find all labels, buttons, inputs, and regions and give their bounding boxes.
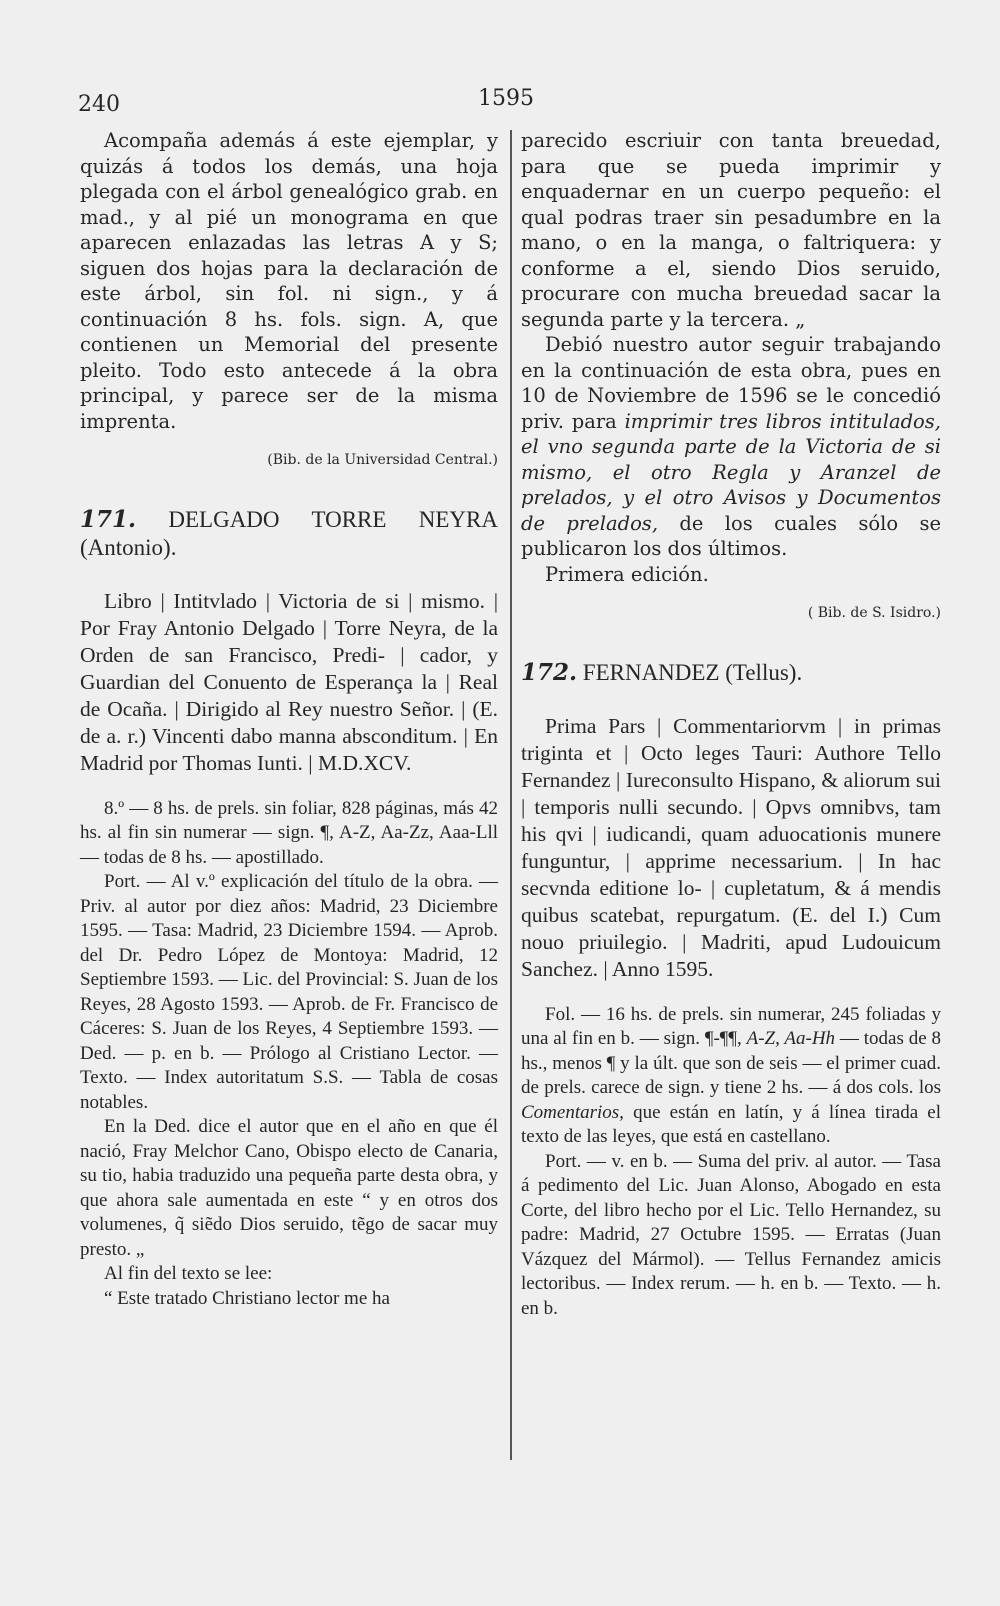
entry-name: FERNANDEZ (Tellus). [582,659,803,685]
page-number: 240 [78,92,120,117]
entry-heading [521,659,941,687]
right-column [521,128,941,1321]
collation-signatures: A-Z, Aa-Hh [746,1028,836,1049]
book-title: Prima Pars | Commentariorvm | in primas triginta et | Octo leges Tauri: Authore Tello Fernandez | Iureconsulto Hispano, & aliorum sui | temporis nulli secundo. | Opvs omnibvs, tam his qvi | iudicandi, quam aduocationis munere funguntur, | apprime necessarium. | In hac secvnda editione lo- | cupletatum, & á mendis quibus scatebat, repurgatum. (E. del I.) Cum nouo priuilegio. | Madriti, apud Ludouicum Sanchez. | Anno 1595. [521,713,941,981]
entry-name: DELGADO TORRE NEYRA (Antonio). [80,506,498,560]
book-title: Libro | Intitvlado | Victoria de si | mismo. | Por Fray Antonio Delgado | Torre Neyra, de la Orden de san Francisco, Predi- | cador, y Guardian del Conuento de Esperança la | Real de Ocaña. | Dirigido al Rey nuestro Señor. | (E. de a. r.) Vincenti dabo manna absconditum. | En Madrid por Thomas Iunti. | M.D.XCV. [80,588,498,775]
column-divider [510,130,512,1460]
collation-c: que están en latín, y á línea tirada el texto de las leyes, que está en castellano. [521,1101,942,1147]
collation-b: — todas de 8 hs., menos ¶ y la últ. que son de seis — el primer cuad. de prels. carece de sign. y tiene 2 hs. — á dos cols. los [521,1028,942,1098]
entry-heading [80,506,498,562]
intro-paragraph: Acompaña además á este ejemplar, y quizás á todos los demás, una hoja plegada con el árbol genealógico grab. en mad., y al pié un monograma en que aparecen enlazadas las letras A y S; siguen dos hojas para la declaración de este árbol, sin fol. ni sign., y á continuación 8 hs. fols. sign. A, que contienen un Memorial del presente pleito. Todo esto antecede á la obra principal, y parece ser de la misma imprenta. [80,129,498,433]
collation: 8.º — 8 hs. de prels. sin foliar, 828 páginas, más 42 hs. al fin sin numerar — sign. ¶, A-Z, Aa-Zz, Aaa-Lll — todas de 8 hs. — apostillado. [80,797,498,868]
quote-continuation: parecido escriuir con tanta breuedad, para que se pueda imprimir y enquadernar en un cuerpo pequeño: el qual podras traer sin pesadumbre en la mano, o en la manga, o faltriquera: y conforme a el, siendo Dios seruido, procurare con mucha breuedad sacar la segunda parte y la tercera. „ [521,129,941,331]
collation-comentarios: Comentarios, [521,1101,624,1123]
left-column [80,128,498,1311]
entry-number: 171. [80,505,137,533]
note-italic: imprimir tres libros intitulados, el vno segunda parte de la Victoria de si mismo, el otro Regla y Aranzel de prelados, y el otro Avisos y Documentos de prelados, [521,409,941,535]
colophon-quote: “ Este tratado Christiano lector me ha [104,1287,390,1309]
continuation-note [521,332,941,562]
note-text-b: de los cuales sólo se publicaron los dos últimos. [521,511,942,560]
note-text-a: Debió nuestro autor seguir trabajando en la continuación de esta obra, pues en 10 de Noviembre de 1596 se le concedió priv. para [521,333,941,433]
library-note: (Bib. de la Universidad Central.) [267,452,498,468]
collation-a: Fol. — 16 hs. de prels. sin numerar, 245 foliadas y una al fin en b. — sign. ¶-¶¶, [521,1003,941,1049]
header-year: 1595 [478,86,534,111]
entry-number: 172. [521,658,578,686]
contents-list: Port. — v. en b. — Suma del priv. al autor. — Tasa á pedimento del Lic. Juan Alonso, Abogado en esta Corte, del libro hecho por el Lic. Tello Hernandez, su padre: Madrid, 27 Octubre 1595. — Erratas (Juan Vázquez del Mármol). — Tellus Fernandez amicis lectoribus. — Index rerum. — h. en b. — Texto. — h. en b. [521,1150,941,1319]
dedication-note: En la Ded. dice el autor que en el año en que él nació, Fray Melchor Cano, Obispo electo de Canaria, su tio, habia traduzido una pequeña parte desta obra, y que ahora sale aumentada en este “ y en otros dos volumenes, q̃ siẽdo Dios seruido, tẽgo de sacar muy presto. „ [80,1116,498,1260]
contents-list: Port. — Al v.º explicación del título de la obra. — Priv. al autor por diez años: Madrid, 23 Diciembre 1595. — Tasa: Madrid, 23 Diciembre 1594. — Aprob. del Dr. Pedro López de Montoya: Madrid, 12 Septiembre 1593. — Lic. del Provincial: S. Juan de los Reyes, 28 Agosto 1593. — Aprob. de Fr. Francisco de Cáceres: S. Juan de los Reyes, 4 Septiembre 1593. — Ded. — p. en b. — Prólogo al Cristiano Lector. — Texto. — Index autoritatum S.S. — Tabla de cosas notables. [80,871,498,1113]
library-note: ( Bib. de S. Isidro.) [807,605,941,621]
colophon-intro: Al fin del texto se lee: [104,1263,273,1284]
collation [521,1003,941,1150]
edition-note: Primera edición. [545,562,709,586]
